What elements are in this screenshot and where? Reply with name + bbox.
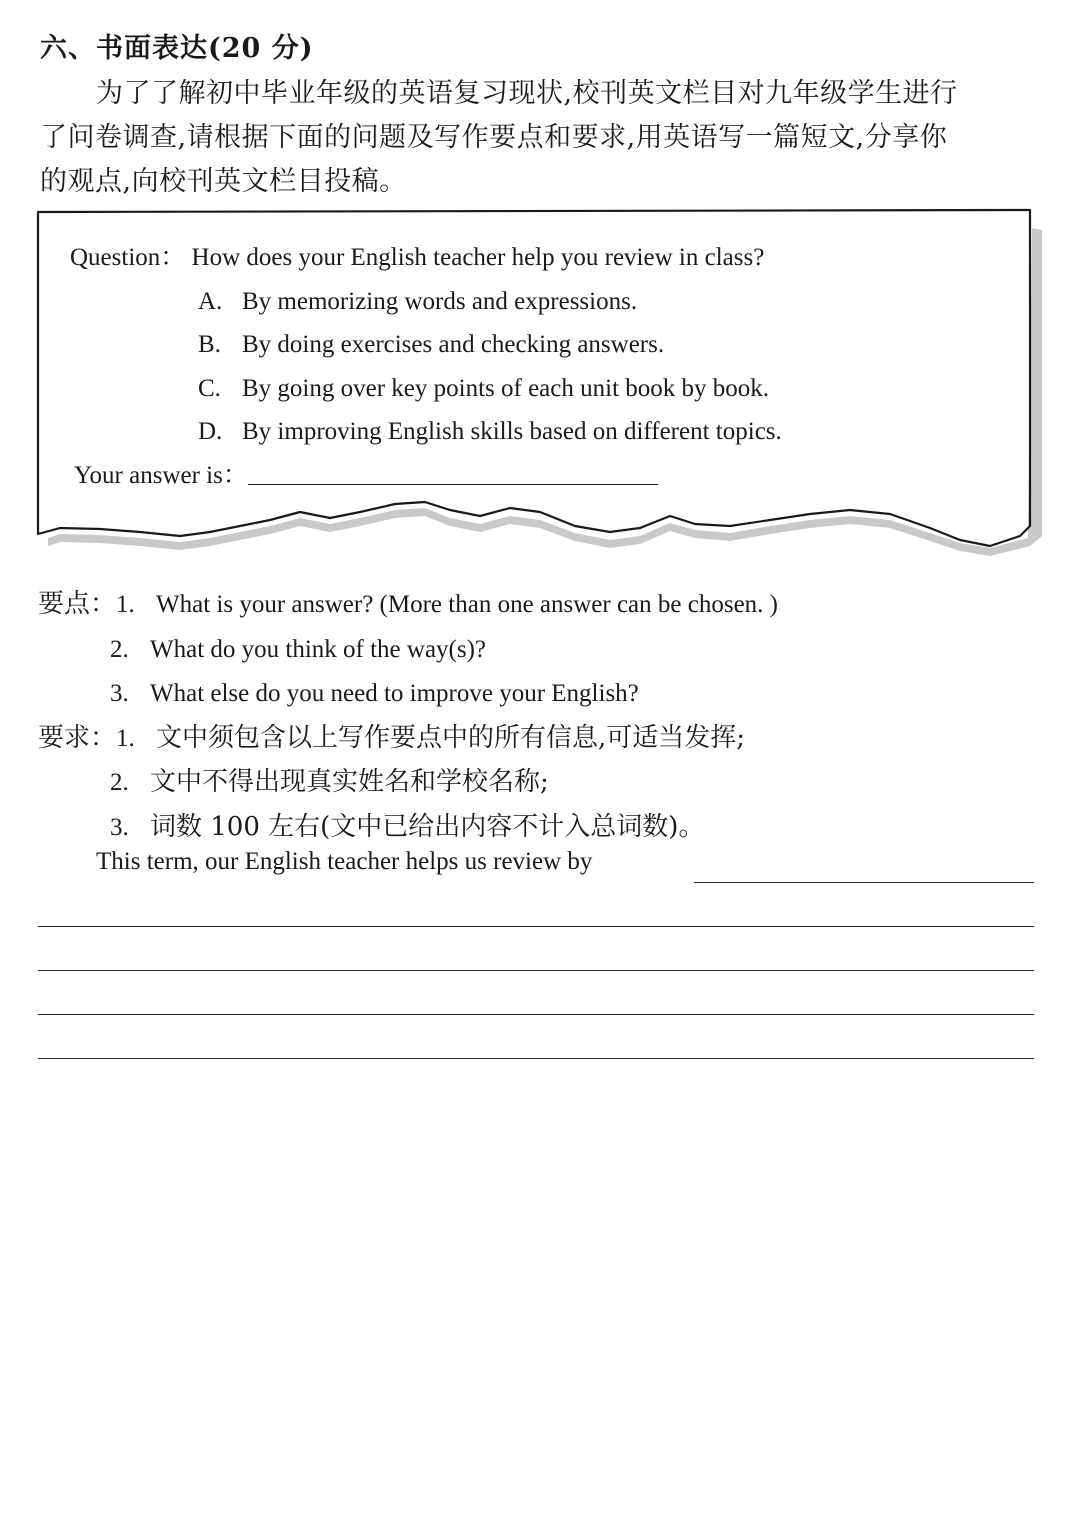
- requirement-number: 1.: [116, 724, 135, 752]
- point-text: What is your answer? (More than one answer can be chosen. ): [156, 591, 779, 618]
- question-box: [70, 236, 1000, 497]
- requirement-row: [38, 716, 1038, 761]
- option-text: By doing exercises and checking answers.: [242, 331, 665, 358]
- key-point-row: [38, 582, 1038, 627]
- requirement-row: [38, 805, 1038, 850]
- option-c: [70, 367, 1000, 411]
- option-text: By memorizing words and expressions.: [242, 287, 638, 315]
- question-label: Question：: [70, 244, 186, 271]
- key-point-row: [38, 671, 1038, 716]
- answer-row: [70, 454, 1000, 498]
- option-letter: A.: [198, 287, 223, 315]
- question-row: [70, 236, 1000, 280]
- intro-line: 的观点,向校刊英文栏目投稿。: [40, 166, 407, 197]
- point-text: What else do you need to improve your English?: [150, 680, 639, 707]
- requirements-label: 要求：: [38, 722, 117, 753]
- requirement-text: 词数 100 左右(文中已给出内容不计入总词数)。: [150, 811, 705, 842]
- option-letter: D.: [198, 418, 223, 445]
- section-title: 六、书面表达(20 分): [40, 33, 314, 64]
- requirement-text: 文中须包含以上写作要点中的所有信息,可适当发挥;: [156, 722, 746, 753]
- point-number: 2.: [110, 635, 129, 663]
- option-a: [70, 280, 1000, 324]
- instructions: [38, 582, 1038, 849]
- writing-line[interactable]: [38, 926, 1034, 927]
- requirement-number: 3.: [110, 813, 129, 841]
- intro-paragraph: [40, 72, 1038, 204]
- option-letter: C.: [198, 374, 221, 402]
- option-d: [70, 410, 1000, 454]
- writing-line[interactable]: [38, 1058, 1034, 1059]
- key-points-label: 要点：: [38, 589, 117, 619]
- option-text: By going over key points of each unit book by book.: [242, 374, 770, 402]
- option-text: By improving English skills based on different topics.: [242, 418, 782, 445]
- point-number: 1.: [116, 591, 135, 618]
- answer-label: Your answer is：: [74, 461, 248, 489]
- intro-line: 为了了解初中毕业年级的英语复习现状,校刊英文栏目对九年级学生进行: [96, 78, 958, 109]
- requirement-text: 文中不得出现真实姓名和学校名称;: [150, 767, 549, 797]
- writing-starter: This term, our English teacher helps us review by: [96, 848, 593, 875]
- requirement-number: 2.: [110, 769, 129, 796]
- key-point-row: [38, 627, 1038, 672]
- point-text: What do you think of the way(s)?: [150, 635, 487, 663]
- requirement-row: [38, 760, 1038, 805]
- option-letter: B.: [198, 331, 221, 358]
- writing-line[interactable]: [38, 1014, 1034, 1015]
- writing-line[interactable]: [38, 970, 1034, 971]
- point-number: 3.: [110, 680, 129, 707]
- option-b: [70, 323, 1000, 367]
- answer-blank[interactable]: [248, 462, 658, 485]
- question-text: How does your English teacher help you review in class?: [191, 244, 765, 271]
- intro-line: 了问卷调查,请根据下面的问题及写作要点和要求,用英语写一篇短文,分享你: [40, 122, 948, 153]
- starter-blank-line[interactable]: [694, 882, 1034, 883]
